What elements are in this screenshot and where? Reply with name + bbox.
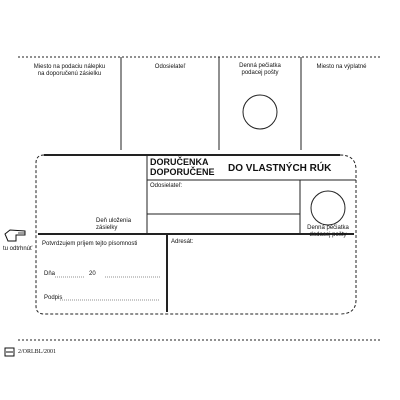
posting-stamp-line2: podacej pošty xyxy=(241,70,279,76)
year-prefix: 20 xyxy=(89,271,96,277)
stored-date-line1: Deň uloženia xyxy=(96,218,132,224)
confirm-receipt-text: Potvrdzujem príjem tejto písomnosti xyxy=(42,241,138,247)
receipt-title-line2: DOPORUČENE xyxy=(150,167,215,177)
stored-date-label xyxy=(96,218,131,232)
posting-stamp-label xyxy=(219,63,301,77)
top-sender-label: Odosielateľ xyxy=(154,64,186,70)
print-logo-icon xyxy=(5,348,14,356)
stored-date-line2: zásielky xyxy=(96,225,118,231)
day-label: Dňa xyxy=(44,271,56,277)
receipt-title xyxy=(150,157,215,177)
signature-label: Podpis xyxy=(44,295,63,301)
addressee-label: Adresát: xyxy=(171,239,194,245)
postage-place-label: Miesto na výplatné xyxy=(316,64,367,70)
delivery-stamp-label xyxy=(300,225,356,239)
sticker-place-line1: Miesto na podaciu nálepku xyxy=(33,64,106,70)
receipt-sender-label: Odosielateľ: xyxy=(150,183,183,189)
pointing-hand-icon xyxy=(5,230,25,241)
delivery-stamp-line2: dodacej pošty xyxy=(309,232,347,238)
sticker-place-line2: na doporučenú zásielku xyxy=(37,71,102,77)
own-hands-heading: DO VLASTNÝCH RÚK xyxy=(228,163,332,174)
delivery-stamp-line1: Denná pečiatka xyxy=(307,225,349,231)
receipt-title-line1: DORUČENKA xyxy=(150,157,209,167)
tear-here-label: tu odtrhnúť xyxy=(3,246,33,252)
form-code: 2/ORLBL/2001 xyxy=(18,349,57,355)
sticker-place-label xyxy=(18,64,121,78)
posting-stamp-line1: Denná pečiatka xyxy=(239,63,281,69)
